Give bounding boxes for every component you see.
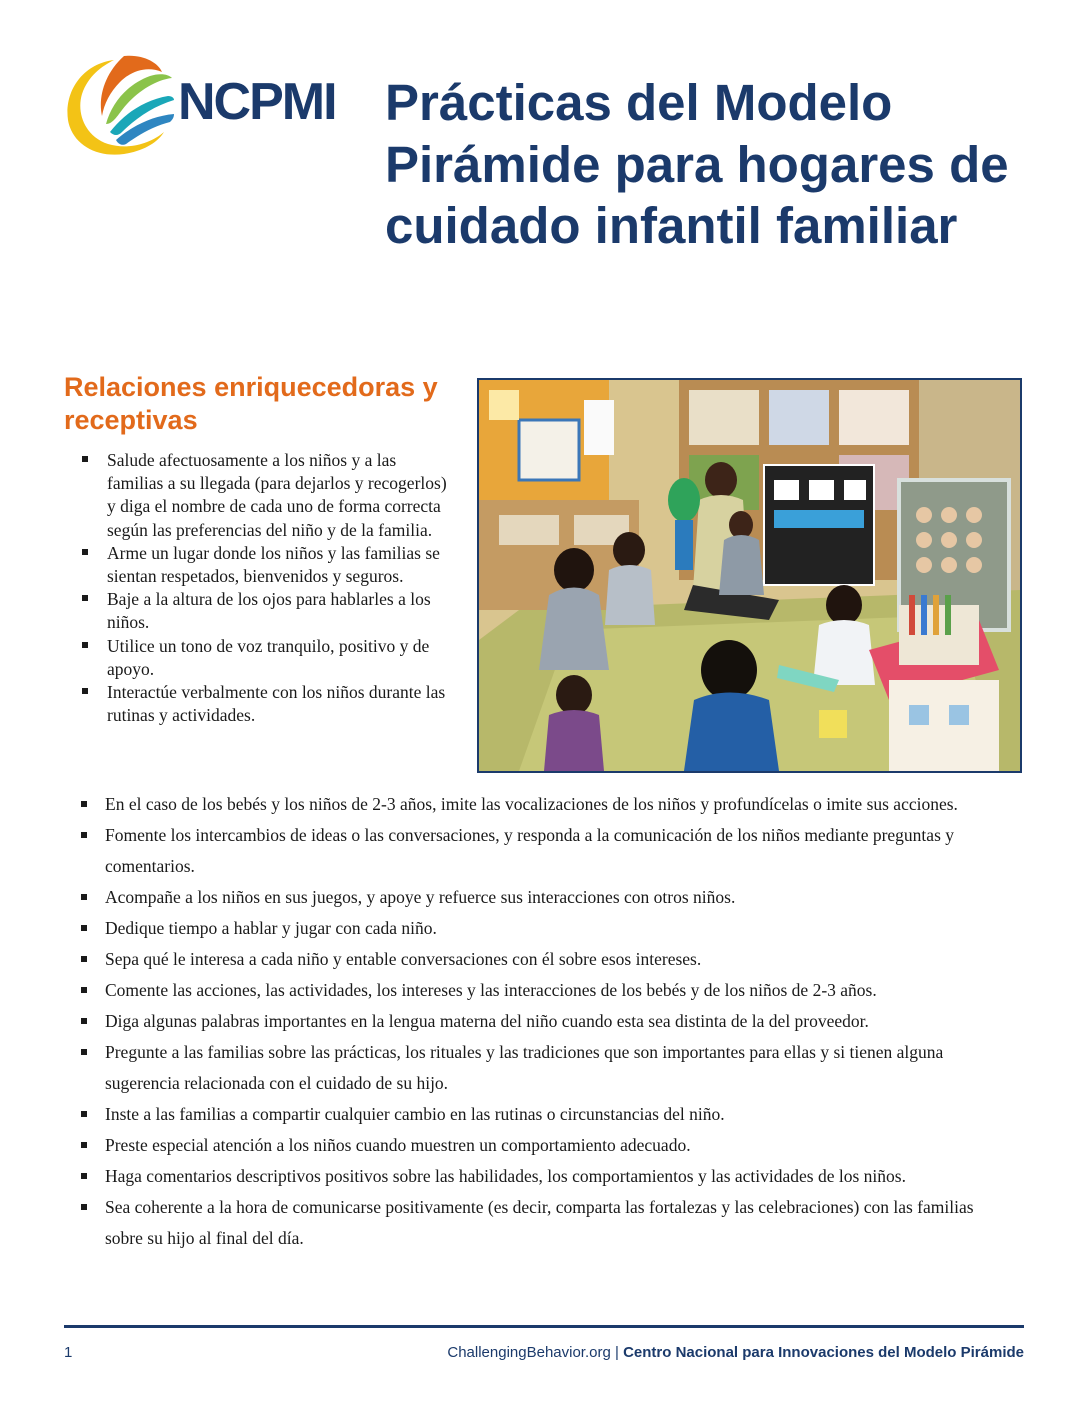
classroom-illustration [479, 380, 1020, 771]
top-bullet-list [80, 449, 450, 727]
list-item: Acompañe a los niños en sus juegos, y apoye y refuerce sus interacciones con otros niños. [80, 882, 1015, 913]
logo-swirl-icon [62, 52, 177, 162]
footer-separator: | [610, 1344, 624, 1361]
list-item: Diga algunas palabras importantes en la lengua materna del niño cuando esta sea distinta de la del proveedor. [80, 1006, 1015, 1037]
ncpmi-logo [62, 52, 342, 162]
list-item: Inste a las familias a compartir cualquier cambio en las rutinas o circunstancias del niño. [80, 1099, 1015, 1130]
list-item: Salude afectuosamente a los niños y a las familias a su llegada (para dejarlos y recogerlos) y diga el nombre de cada uno de forma correcta según las preferencias del niño y de la familia. [80, 449, 450, 542]
footer-org-name: Centro Nacional para Innovaciones del Modelo Pirámide [623, 1344, 1024, 1361]
logo-wordmark: NCPMI [178, 73, 336, 131]
list-item: Baje a la altura de los ojos para hablarles a los niños. [80, 588, 450, 634]
list-item: Arme un lugar donde los niños y las familias se sientan respetados, bienvenidos y seguros. [80, 542, 450, 588]
page-number: 1 [64, 1344, 73, 1361]
list-item: Dedique tiempo a hablar y jugar con cada niño. [80, 913, 1015, 944]
list-item: Pregunte a las familias sobre las prácticas, los rituales y las tradiciones que son importantes para ellas y si tienen alguna sugerencia relacionada con el cuidado de su hijo. [80, 1037, 1015, 1099]
list-item: Preste especial atención a los niños cuando muestren un comportamiento adecuado. [80, 1130, 1015, 1161]
list-item: Sea coherente a la hora de comunicarse positivamente (es decir, comparta las fortalezas y las celebraciones) con las familias sobre su hijo al final del día. [80, 1192, 1015, 1254]
footer-credit [447, 1344, 1024, 1361]
page-title: Prácticas del Modelo Pirámide para hogares de cuidado infantil familiar [385, 74, 1009, 255]
section-heading: Relaciones enriquecedoras y receptivas [64, 372, 438, 435]
list-item: Haga comentarios descriptivos positivos sobre las habilidades, los comportamientos y las actividades de los niños. [80, 1161, 1015, 1192]
list-item: En el caso de los bebés y los niños de 2-3 años, imite las vocalizaciones de los niños y profundícelas o imite sus acciones. [80, 789, 1015, 820]
bottom-bullet-list [80, 789, 1015, 1254]
list-item: Utilice un tono de voz tranquilo, positivo y de apoyo. [80, 635, 450, 681]
list-item: Comente las acciones, las actividades, los intereses y las interacciones de los bebés y de los niños de 2-3 años. [80, 975, 1015, 1006]
list-item: Fomente los intercambios de ideas o las conversaciones, y responda a la comunicación de los niños mediante preguntas y comentarios. [80, 820, 1015, 882]
footer-divider [64, 1325, 1024, 1328]
classroom-photo [477, 378, 1022, 773]
list-item: Sepa qué le interesa a cada niño y entable conversaciones con él sobre esos intereses. [80, 944, 1015, 975]
footer-site-link[interactable]: ChallengingBehavior.org [447, 1344, 611, 1361]
list-item: Interactúe verbalmente con los niños durante las rutinas y actividades. [80, 681, 450, 727]
